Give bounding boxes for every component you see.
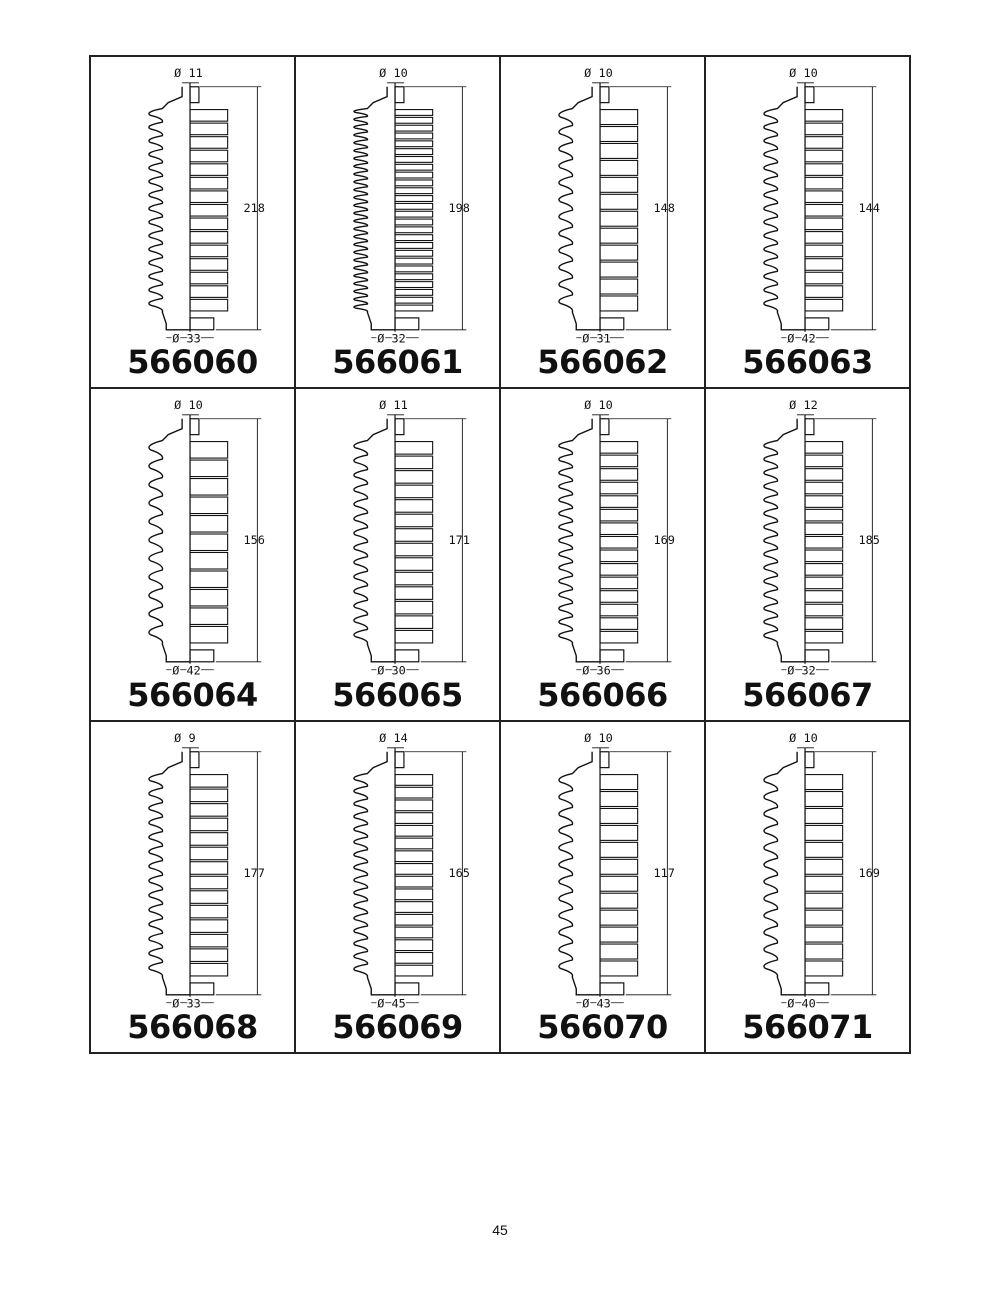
top-diameter-label: Ø 9 [174,730,196,745]
bottom-diameter-label: Ø 31 [582,331,611,346]
part-cell [500,56,705,388]
length-label: 148 [653,201,675,216]
top-diameter-label: Ø 10 [379,65,408,80]
boot-left-profile [354,751,395,994]
bottom-diameter-label: Ø 42 [172,664,201,679]
part-number: 566061 [332,343,463,382]
top-diameter-label: Ø 10 [584,730,613,745]
top-diameter-label: Ø 12 [789,398,818,413]
boot-right-ribs [805,751,843,994]
part-number: 566067 [742,675,873,714]
top-diameter-label: Ø 10 [789,730,818,745]
bellows-boot-drawing [501,389,704,719]
boot-left-profile [149,87,190,330]
part-cell [705,721,910,1053]
boot-left-profile [354,87,395,330]
bellows-boot-drawing [91,57,294,387]
bottom-diameter-label: Ø 40 [787,996,816,1011]
part-cell [90,56,295,388]
boot-right-ribs [190,419,228,662]
bottom-diameter-label: Ø 30 [377,664,406,679]
part-number: 566060 [127,343,258,382]
bottom-diameter-label: Ø 36 [582,664,611,679]
bottom-diameter-label: Ø 32 [787,664,816,679]
boot-left-profile [149,419,190,662]
boot-left-profile [149,751,190,994]
part-cell [500,388,705,720]
part-number: 566064 [127,675,258,714]
top-diameter-label: Ø 10 [789,65,818,80]
boot-left-profile [559,751,600,994]
bellows-boot-drawing [706,722,909,1052]
boot-right-ribs [600,419,638,662]
length-label: 169 [858,865,880,880]
length-label: 169 [653,533,675,548]
top-diameter-label: Ø 10 [584,65,613,80]
length-label: 198 [448,201,470,216]
bottom-diameter-label: Ø 42 [787,331,816,346]
top-diameter-label: Ø 10 [174,398,203,413]
bellows-boot-drawing [91,389,294,719]
bellows-boot-drawing [296,57,499,387]
boot-right-ribs [600,751,638,994]
bellows-boot-drawing [296,389,499,719]
length-label: 218 [243,201,265,216]
bottom-diameter-label: Ø 43 [582,996,611,1011]
bottom-diameter-label: Ø 33 [172,996,201,1011]
length-label: 185 [858,533,880,548]
boot-left-profile [764,87,805,330]
bottom-diameter-label: Ø 32 [377,331,406,346]
boot-left-profile [764,751,805,994]
part-number: 566063 [742,343,873,382]
length-label: 117 [653,865,675,880]
page-number: 45 [492,1222,508,1238]
boot-left-profile [559,87,600,330]
boot-right-ribs [395,87,433,330]
part-cell [295,56,500,388]
boot-right-ribs [190,751,228,994]
length-label: 177 [243,865,265,880]
part-cell [90,721,295,1053]
boot-right-ribs [395,419,433,662]
part-cell [500,721,705,1053]
boot-left-profile [764,419,805,662]
bellows-boot-drawing [706,57,909,387]
bellows-boot-drawing [706,389,909,719]
length-label: 171 [448,533,470,548]
length-label: 156 [243,533,265,548]
part-cell [295,388,500,720]
part-number: 566065 [332,675,463,714]
top-diameter-label: Ø 14 [379,730,408,745]
boot-left-profile [354,419,395,662]
boot-right-ribs [805,419,843,662]
part-cell [705,56,910,388]
bellows-boot-drawing [296,722,499,1052]
part-number: 566069 [332,1008,463,1046]
bottom-diameter-label: Ø 33 [172,331,201,346]
length-label: 144 [858,201,880,216]
part-cell [90,388,295,720]
length-label: 165 [448,865,470,880]
top-diameter-label: Ø 11 [379,398,408,413]
part-number: 566071 [742,1008,873,1046]
part-number: 566062 [537,343,668,382]
boot-right-ribs [190,87,228,330]
part-cell [295,721,500,1053]
boot-left-profile [559,419,600,662]
part-number: 566066 [537,675,668,714]
boot-right-ribs [600,87,638,330]
bellows-boot-drawing [501,57,704,387]
parts-grid [89,55,911,1054]
part-number: 566070 [537,1008,668,1046]
bellows-boot-drawing [91,722,294,1052]
boot-right-ribs [805,87,843,330]
part-number: 566068 [127,1008,258,1046]
boot-right-ribs [395,751,433,994]
bottom-diameter-label: Ø 45 [377,996,406,1011]
top-diameter-label: Ø 11 [174,65,203,80]
bellows-boot-drawing [501,722,704,1052]
part-cell [705,388,910,720]
top-diameter-label: Ø 10 [584,398,613,413]
